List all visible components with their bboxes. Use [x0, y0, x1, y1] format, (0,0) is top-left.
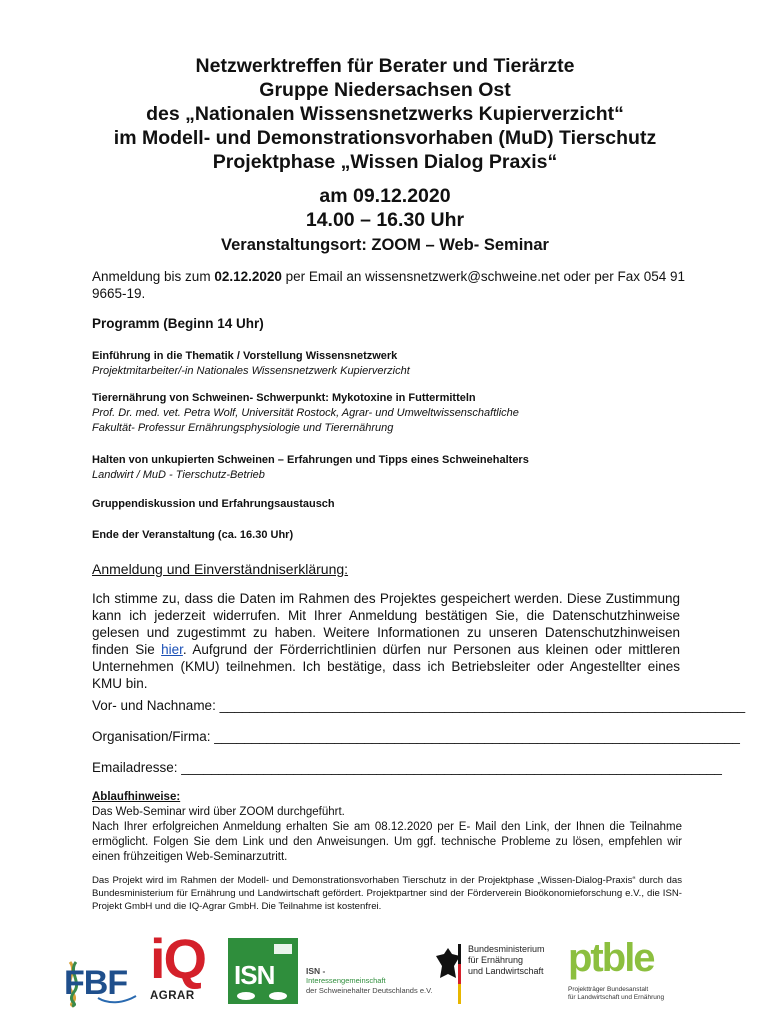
name-field-label: Vor- und Nachname: [92, 698, 216, 713]
name-field[interactable]: Vor- und Nachname: ______________________________________________________________________ [92, 698, 746, 713]
programme-item-speaker: Prof. Dr. med. vet. Petra Wolf, Universität Rostock, Agrar- und Umweltwissenschaftliche [92, 407, 519, 419]
programme-item-heading: Gruppendiskussion und Erfahrungsaustausch [92, 498, 335, 510]
iq-agrar-logo-text: AGRAR [150, 990, 195, 1002]
title-line-3: des „Nationalen Wissensnetzwerks Kupierverzicht“ [146, 103, 624, 125]
programme-item-heading: Ende der Veranstaltung (ca. 16.30 Uhr) [92, 529, 294, 541]
programme-item [92, 391, 692, 436]
isn-logo [228, 938, 298, 1004]
title-line-2: Gruppe Niedersachsen Ost [259, 79, 511, 101]
procedure-notes [92, 790, 682, 865]
consent-text-after: . Aufgrund der Förderrichtlinien dürfen nur Personen aus kleinen oder mittleren Unternehmen (KMU) teilnehmen. Ich bestätige, dass ich Betriebsleiter oder Angestellter eines KMU bin. [92, 642, 680, 691]
isn-caption-line-2: der Schweinehalter Deutschlands e.V. [306, 986, 433, 995]
programme-item-speaker: Projektmitarbeiter/-in Nationales Wissensnetzwerk Kupierverzicht [92, 365, 410, 377]
procedure-line-2: Nach Ihrer erfolgreichen Anmeldung erhalten Sie am 08.12.2020 per E- Mail den Link, der Ihnen die Teilnahme ermöglicht. Folgen Sie dem Link und den Anweisungen. Um ggf. technische Probleme zu lösen, empfehlen wir einen frühzeitigen Web-Seminarzutritt. [92, 821, 682, 863]
funding-note: Das Projekt wird im Rahmen der Modell- und Demonstrationsvorhaben Tierschutz in der Projektphase „Wissen-Dialog-Praxis“ durch das Bundesministerium für Ernährung und Landwirtschaft gefördert. Projektpartner sind der Förderverein Bioökonomieforschung e.V., die ISN-Projekt GmbH und die IQ-Agrar GmbH. Die Teilnahme ist kostenfrei. [92, 875, 682, 912]
event-time: 14.00 – 16.30 Uhr [305, 209, 465, 231]
iq-agrar-logo-mark: iQ [150, 927, 206, 990]
bmel-line-3: und Landwirtschaft [468, 966, 544, 976]
procedure-line-1: Das Web-Seminar wird über ZOOM durchgeführt. [92, 806, 345, 818]
bmel-logo [434, 944, 462, 1004]
registration-suffix: per Email an wissensnetzwerk@schweine.net oder per Fax 054 91 9665-19. [92, 269, 686, 301]
isn-logo-text: ISN [234, 960, 275, 990]
event-location: Veranstaltungsort: ZOOM – Web- Seminar [221, 236, 549, 254]
fbf-logo [58, 958, 140, 1008]
bmel-line-2: für Ernährung [468, 955, 524, 965]
consent-text [92, 590, 680, 692]
logo-bar [0, 927, 770, 1024]
programme-item-heading: Halten von unkupierten Schweinen – Erfahrungen und Tipps eines Schweinehalters [92, 454, 529, 466]
federal-eagle-icon [434, 944, 462, 1004]
ptble-logo-caption [568, 986, 664, 1002]
email-field-label: Emailadresse: [92, 760, 178, 775]
registration-prefix: Anmeldung bis zum [92, 269, 215, 284]
procedure-title: Ablaufhinweise: [92, 791, 181, 803]
privacy-link[interactable]: hier [161, 642, 183, 657]
bmel-line-1: Bundesministerium [468, 944, 545, 954]
org-field-label: Organisation/Firma: [92, 729, 211, 744]
fbf-logo-text: FBF [64, 964, 128, 1002]
isn-caption-title: ISN - [306, 966, 326, 976]
title-line-1: Netzwerktreffen für Berater und Tierärzte [195, 55, 575, 77]
org-field[interactable]: Organisation/Firma: ______________________________________________________________________ [92, 729, 740, 744]
consent-text-before: Ich stimme zu, dass die Daten im Rahmen des Projektes gespeichert werden. Diese Zustimmung kann ich jederzeit widerrufen. Mit Ihrer Anmeldung bestätigen Sie, die Datenschutzhinweise gelesen und zugestimmt zu haben. Weitere Informationen zu unseren Datenschutzhinweisen finden Sie [92, 591, 680, 657]
ptble-logo [568, 936, 678, 1006]
ptble-caption-line-1: Projektträger Bundesanstalt [568, 986, 649, 993]
programme-item [92, 453, 692, 483]
programme-item [92, 528, 692, 543]
programme-title: Programm (Beginn 14 Uhr) [92, 316, 264, 331]
bmel-logo-text [468, 944, 578, 977]
programme-item-heading: Tierernährung von Schweinen- Schwerpunkt: Mykotoxine in Futtermitteln [92, 392, 476, 404]
consent-title: Anmeldung und Einverständniserklärung: [92, 561, 349, 577]
programme-item-speaker: Landwirt / MuD - Tierschutz-Betrieb [92, 469, 265, 481]
programme-item [92, 497, 692, 512]
ptble-caption-line-2: für Landwirtschaft und Ernährung [568, 994, 665, 1001]
isn-logo-graphic [228, 938, 298, 1004]
document-title [60, 54, 710, 174]
title-line-5: Projektphase „Wissen Dialog Praxis“ [212, 151, 558, 173]
event-info [60, 184, 710, 256]
event-date: am 09.12.2020 [319, 185, 451, 207]
programme-item [92, 349, 692, 379]
programme-item-heading: Einführung in die Thematik / Vorstellung Wissensnetzwerk [92, 350, 398, 362]
isn-caption-line-1: Interessengemeinschaft [306, 976, 386, 985]
registration-note [92, 268, 692, 302]
title-line-4: im Modell- und Demonstrationsvorhaben (MuD) Tierschutz [113, 127, 657, 149]
iq-agrar-logo [150, 927, 212, 1002]
programme-item-speaker: Fakultät- Professur Ernährungsphysiologie und Tierernährung [92, 422, 394, 434]
email-field[interactable]: Emailadresse: ________________________________________________________________________ [92, 760, 722, 775]
registration-deadline: 02.12.2020 [214, 269, 282, 284]
ptble-logo-mark: ptble [568, 936, 654, 980]
